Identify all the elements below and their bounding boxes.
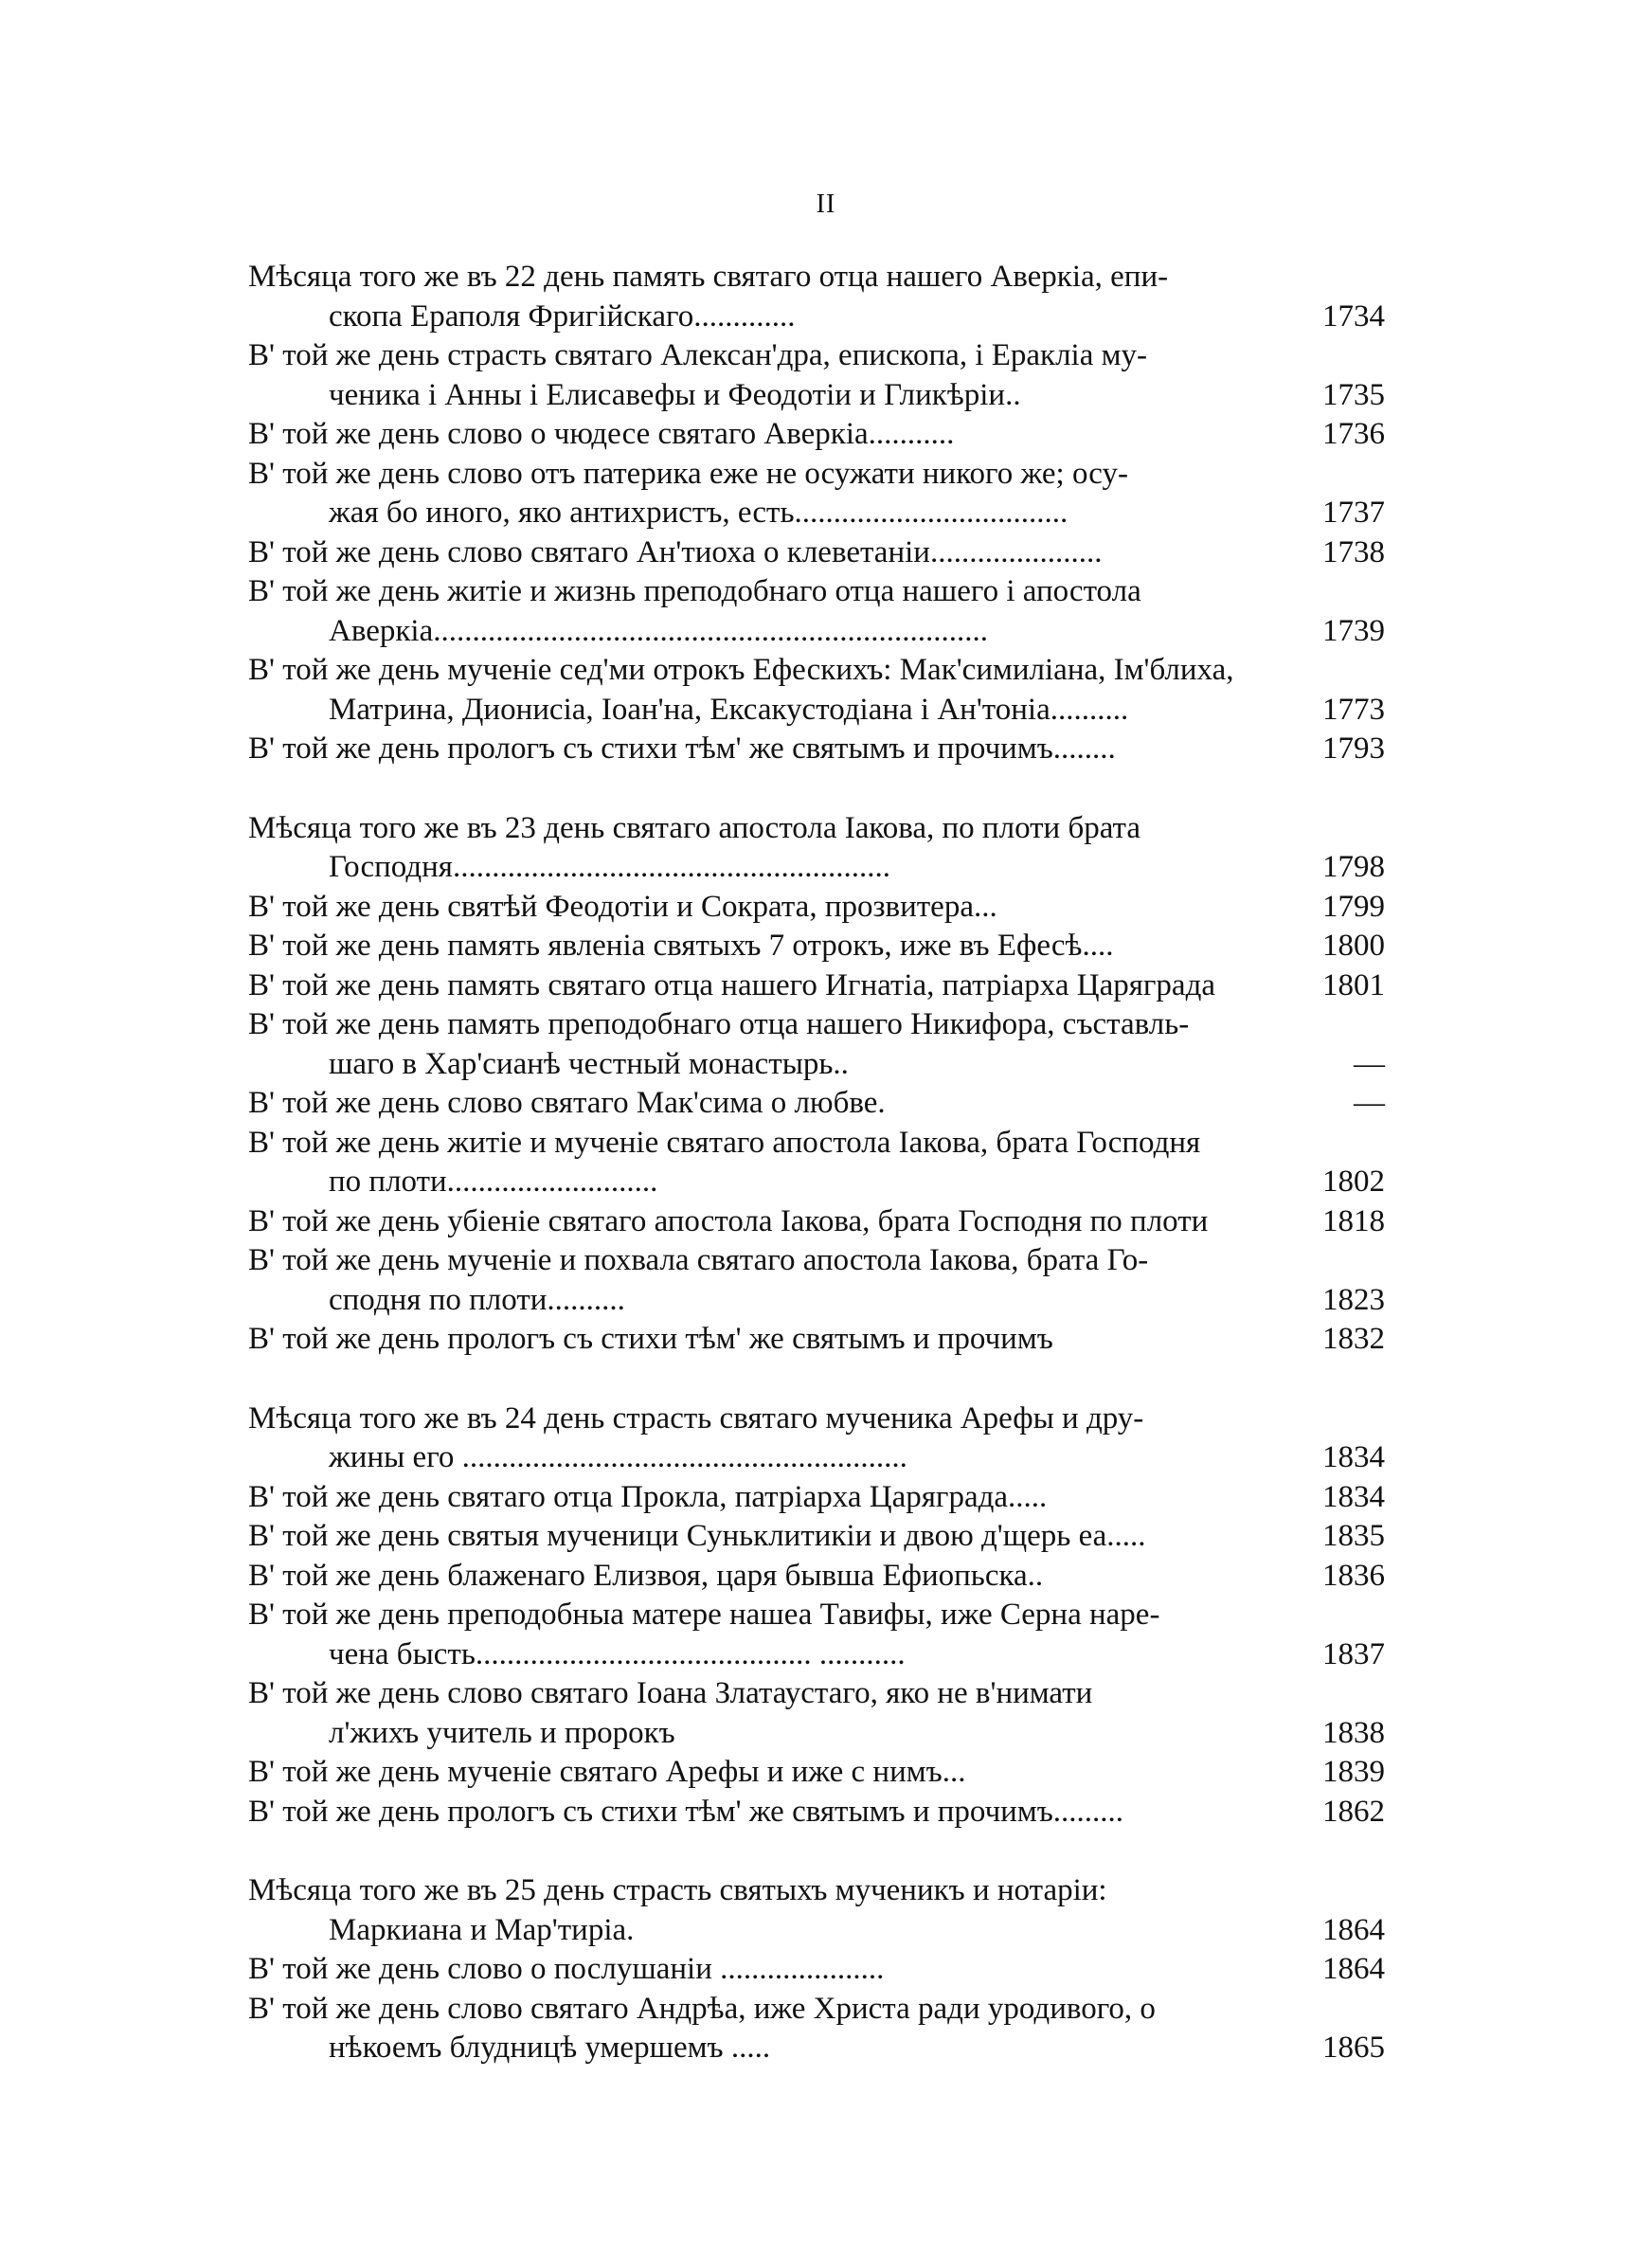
entry-line: В' той же день святыя мученици Суньклитикіи и двою д'щерь еа..... <box>248 1519 1146 1553</box>
page-ref: 1823 <box>1322 1282 1385 1317</box>
section-day-23 <box>248 809 1385 1360</box>
toc-entry <box>248 809 1385 888</box>
entry-line: Господня........................................................ <box>329 850 890 884</box>
entry-line: В' той же день слово святаго Іоана Златаустаго, яко не в'нимати <box>248 1676 1093 1710</box>
toc-entry <box>248 1005 1385 1084</box>
toc-entry <box>248 533 1385 573</box>
page-ref: 1864 <box>1322 1912 1385 1947</box>
page-ref: 1799 <box>1322 889 1385 924</box>
section-day-25 <box>248 1871 1385 2068</box>
toc-entry <box>248 455 1385 533</box>
entry-line: В' той же день память преподобнаго отца нашего Никифора, съставль- <box>248 1007 1190 1041</box>
section-day-22 <box>248 258 1385 769</box>
toc-entry <box>248 651 1385 730</box>
toc-entry <box>248 1793 1385 1833</box>
page-ref: 1793 <box>1322 731 1385 766</box>
entry-line: В' той же день мученіе и похвала святаго апостола Іакова, брата Го- <box>248 1243 1149 1277</box>
toc-entry <box>248 1674 1385 1753</box>
toc-entry <box>248 1124 1385 1202</box>
page-ref: 1798 <box>1322 850 1385 884</box>
page-ref: 1837 <box>1322 1636 1385 1671</box>
page-ref: 1801 <box>1322 967 1385 1002</box>
toc-entry <box>248 927 1385 966</box>
page-ref: — <box>1354 1046 1385 1081</box>
toc-entry <box>248 1950 1385 1990</box>
entry-line: В' той же день святѣй Феодотіи и Сократа, прозвитера... <box>248 889 997 924</box>
page-number: II <box>816 190 836 219</box>
entry-line: В' той же день прологъ съ стихи тѣм' же святымъ и прочимъ........ <box>248 731 1116 766</box>
entry-line: В' той же день убіеніе святаго апостола Іакова, брата Господня по плоти <box>248 1203 1209 1238</box>
entry-line: л'жихъ учитель и пророкъ <box>329 1715 675 1750</box>
entry-line: В' той же день слово святаго Андрѣа, иже Христа ради уродивого, о <box>248 1991 1156 2026</box>
toc-entry <box>248 1517 1385 1557</box>
entry-line: В' той же день святаго отца Прокла, патріарха Царяграда..... <box>248 1479 1048 1514</box>
page-ref: 1773 <box>1322 692 1385 727</box>
page-ref: 1834 <box>1322 1479 1385 1514</box>
entry-line: чена бысть........................................... ........... <box>329 1636 906 1671</box>
page-ref: 1839 <box>1322 1755 1385 1789</box>
entry-line: жины его ......................................................... <box>329 1440 907 1474</box>
entry-line: В' той же день житіе и мученіе святаго апостола Іакова, брата Господня <box>248 1125 1201 1160</box>
entry-line: нѣкоемъ блудницѣ умершемъ ..... <box>329 2031 771 2065</box>
toc-entry <box>248 730 1385 769</box>
entry-line: В' той же день слово о чюдесе святаго Аверкіа........... <box>248 417 955 451</box>
toc-entry <box>248 888 1385 928</box>
entry-line: жая бо иного, яко антихристъ, есть................................... <box>329 496 1068 530</box>
page-ref: 1802 <box>1322 1165 1385 1199</box>
page-ref: 1735 <box>1322 377 1385 412</box>
toc-entry <box>248 1241 1385 1320</box>
entry-line: В' той же день житіе и жизнь преподобнаго отца нашего і апостола <box>248 574 1141 608</box>
toc-entry <box>248 1596 1385 1674</box>
toc-entry <box>248 1990 1385 2068</box>
page-ref: 1864 <box>1322 1952 1385 1986</box>
toc-entry <box>248 258 1385 336</box>
entry-line: В' той же день память святаго отца нашего Игнатіа, патріарха Царяграда <box>248 967 1216 1002</box>
entry-line: В' той же день память явленіа святыхъ 7 отрокъ, иже въ Ефесѣ.... <box>248 929 1114 963</box>
entry-line: В' той же день слово о послушаніи ..................... <box>248 1952 885 1986</box>
entry-line: В' той же день слово святаго Мак'сима о любве. <box>248 1086 886 1120</box>
toc-entry <box>248 1399 1385 1478</box>
toc-entry <box>248 1753 1385 1793</box>
toc-entry <box>248 572 1385 651</box>
entry-line: В' той же день мученіе сед'ми отрокъ Ефескихъ: Мак'симиліана, Ім'блиха, <box>248 653 1234 687</box>
entry-line: В' той же день блаженаго Елизвоя, царя бывша Ефиопьска.. <box>248 1558 1044 1593</box>
toc-entry <box>248 1871 1385 1950</box>
toc-entry <box>248 1202 1385 1242</box>
page-ref: — <box>1354 1086 1385 1120</box>
entry-line: В' той же день слово святаго Ан'тиоха о клеветаніи...................... <box>248 534 1103 569</box>
entry-line: по плоти........................... <box>329 1165 658 1199</box>
entry-line: скопа Ераполя Фригійскаго............. <box>329 298 796 334</box>
entry-line: Мѣсяца того же въ 24 день страсть святаго мученика Арефы и дру- <box>248 1400 1144 1435</box>
page-ref: 1832 <box>1322 1322 1385 1356</box>
page-ref: 1739 <box>1322 613 1385 648</box>
toc-entry <box>248 336 1385 415</box>
entry-line: Мѣсяца того же въ 22 день память святаго отца нашего Аверкіа, епи- <box>248 260 1169 294</box>
entry-line: В' той же день страсть святаго Алексан'дра, епископа, і Еракліа му- <box>248 338 1147 372</box>
page-ref: 1835 <box>1322 1519 1385 1553</box>
table-of-contents <box>248 258 1385 2108</box>
entry-line: Матрина, Дионисіа, Іоан'на, Ексакустодіана і Ан'тоніа.......... <box>329 692 1129 727</box>
page-ref: 1834 <box>1322 1440 1385 1474</box>
entry-line: ченика і Анны і Елисавефы и Феодотіи и Гликѣріи.. <box>329 377 1021 412</box>
page-ref: 1737 <box>1322 496 1385 530</box>
page-ref: 1865 <box>1322 2031 1385 2065</box>
entry-line: В' той же день мученіе святаго Арефы и иже с нимъ... <box>248 1755 966 1789</box>
page-ref: 1738 <box>1322 534 1385 569</box>
entry-line: В' той же день прологъ съ стихи тѣм' же святымъ и прочимъ <box>248 1322 1053 1356</box>
toc-entry <box>248 415 1385 455</box>
entry-line: Мѣсяца того же въ 23 день святаго апостола Іакова, по плоти брата <box>248 810 1141 845</box>
entry-line: сподня по плоти.......... <box>329 1282 625 1317</box>
page-ref: 1736 <box>1322 417 1385 451</box>
toc-entry <box>248 1557 1385 1597</box>
entry-line: В' той же день прологъ съ стихи тѣм' же святымъ и прочимъ......... <box>248 1794 1124 1829</box>
page-ref: 1838 <box>1322 1715 1385 1750</box>
page-ref: 1800 <box>1322 929 1385 963</box>
entry-line: В' той же день слово отъ патерика еже не осужати никого же; осу- <box>248 456 1128 491</box>
entry-line: В' той же день преподобныа матере нашеа Тавифы, иже Серна наре- <box>248 1598 1160 1632</box>
page-ref: 1734 <box>1322 298 1385 334</box>
entry-line: Аверкіа....................................................................... <box>329 613 988 648</box>
entry-line: шаго в Хар'сианѣ честный монастырь.. <box>329 1046 849 1081</box>
section-day-24 <box>248 1399 1385 1833</box>
page-ref: 1818 <box>1322 1203 1385 1238</box>
toc-entry <box>248 966 1385 1006</box>
toc-entry <box>248 1320 1385 1360</box>
page-ref: 1862 <box>1322 1794 1385 1829</box>
page-ref: 1836 <box>1322 1558 1385 1593</box>
toc-entry <box>248 1478 1385 1518</box>
entry-line: Маркиана и Мар'тиріа. <box>329 1912 635 1947</box>
entry-line: Мѣсяца того же въ 25 день страсть святыхъ мученикъ и нотаріи: <box>248 1873 1107 1907</box>
toc-entry <box>248 1084 1385 1124</box>
